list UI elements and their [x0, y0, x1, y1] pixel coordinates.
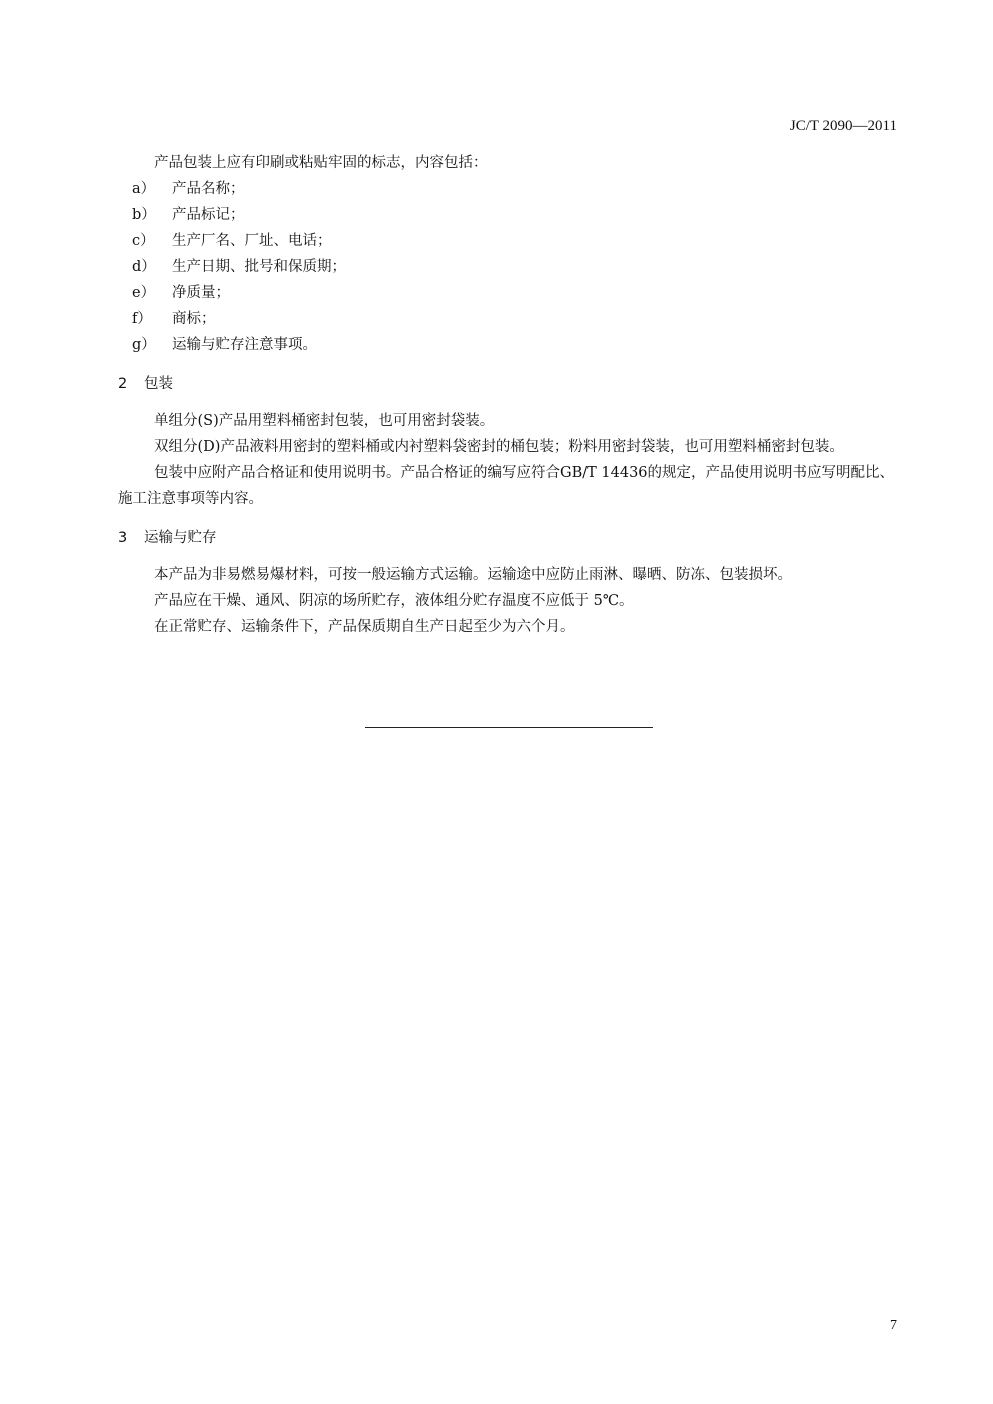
list-item [118, 202, 898, 228]
section-3-paragraph: 产品应在干燥、通风、阴凉的场所贮存，液体组分贮存温度不应低于 5℃。 [154, 593, 634, 609]
list-marker: e） [132, 285, 156, 301]
section-title: 运输与贮存 [144, 530, 217, 546]
marking-intro: 产品包装上应有印刷或粘贴牢固的标志，内容包括： [154, 155, 488, 171]
section-2-paragraph: 单组分(S)产品用塑料桶密封包装，也可用密封袋装。 [154, 413, 495, 429]
end-of-document-rule [365, 727, 653, 728]
list-item-text: 运输与贮存注意事项。 [172, 337, 317, 353]
list-item [118, 280, 898, 306]
section-title: 包装 [144, 376, 173, 392]
page-number: 7 [890, 1318, 897, 1333]
standard-code: JC/T 2090—2011 [789, 118, 897, 134]
list-item-text: 商标； [172, 311, 216, 327]
list-item-text: 净质量； [172, 285, 230, 301]
list-item [118, 254, 898, 280]
section-2-heading [118, 372, 898, 396]
list-item [118, 306, 898, 332]
list-marker: d） [132, 259, 156, 275]
section-number: 3 [118, 530, 128, 546]
list-item [118, 228, 898, 254]
section-number: 2 [118, 376, 128, 392]
section-3-paragraph: 本产品为非易燃易爆材料，可按一般运输方式运输。运输途中应防止雨淋、曝晒、防冻、包装损坏。 [154, 567, 792, 583]
section-3-paragraph: 在正常贮存、运输条件下，产品保质期自生产日起至少为六个月。 [154, 619, 575, 635]
list-marker: g） [132, 337, 156, 353]
list-item [118, 332, 898, 358]
list-item-text: 产品标记； [172, 207, 245, 223]
list-item [118, 176, 898, 202]
list-marker: c） [132, 233, 155, 249]
document-body [118, 150, 898, 640]
section-2-paragraph: 包装中应附产品合格证和使用说明书。产品合格证的编写应符合GB/T 14436的规定，产品使用说明书应写明配比、施工注意事项等内容。 [118, 465, 895, 507]
list-marker: b） [132, 207, 156, 223]
list-item-text: 生产日期、批号和保质期； [172, 259, 346, 275]
marking-list [118, 176, 898, 358]
section-3-heading [118, 526, 898, 550]
list-item-text: 生产厂名、厂址、电话； [172, 233, 332, 249]
list-item-text: 产品名称； [172, 181, 245, 197]
list-marker: a） [132, 181, 156, 197]
section-2-paragraph: 双组分(D)产品液料用密封的塑料桶或内衬塑料袋密封的桶包装；粉料用密封袋装，也可用塑料桶密封包装。 [154, 439, 844, 455]
list-marker: f） [132, 311, 152, 327]
